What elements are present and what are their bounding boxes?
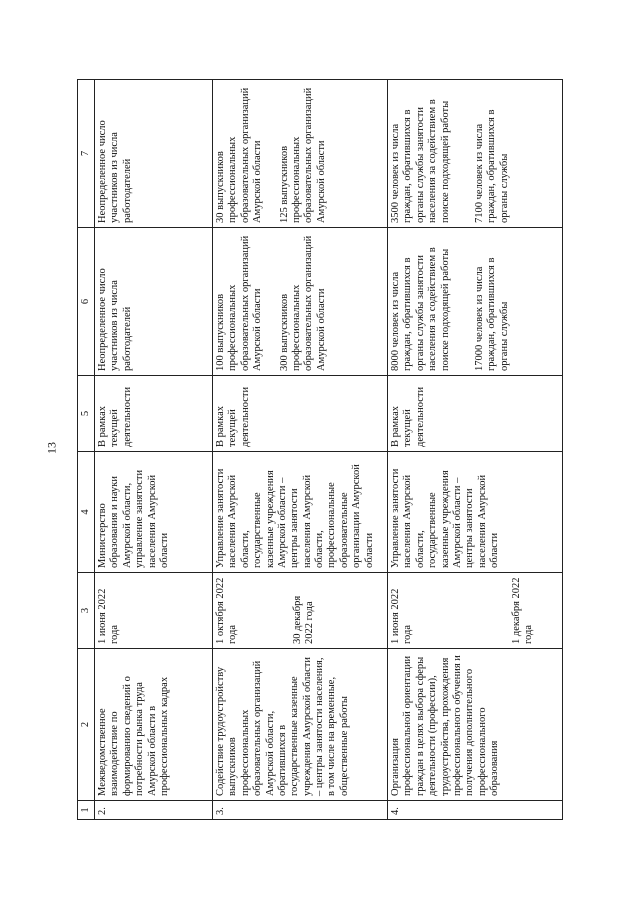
row-number: 4.: [388, 801, 563, 820]
indicator-b-value: 30 выпускников профессиональных образовательных организаций Амурской области: [215, 87, 264, 223]
term-end: 30 декабря 2022 года: [291, 595, 316, 644]
indicator-b-value-2: 125 выпускников профессиональных образовательных организаций Амурской области: [278, 87, 327, 223]
indicator-b-cell: [95, 80, 213, 228]
indicator-a-value: 100 выпускников профессиональных образовательных организаций Амурской области: [215, 235, 264, 371]
indicator-b-value-2: 7100 человек из числа граждан, обратившихся в органы службы: [473, 109, 510, 223]
term-cell: [213, 573, 388, 649]
funding-cell: В рамках текущей деятельности: [213, 376, 388, 452]
indicator-a-cell: [95, 228, 213, 376]
events-table: [77, 79, 563, 820]
term-cell: [95, 573, 213, 649]
header-row: [78, 80, 95, 820]
indicator-b-cell: [388, 80, 563, 228]
indicator-b-value: Неопределенное число участников из числа работодателей: [97, 120, 133, 223]
table-row: [95, 80, 213, 820]
event-description: Организация профессиональной ориентации граждан в целях выбора сферы деятельности (профессии), трудоустройства, прохождения профессионального обучения и получения дополнительного профессионального образования: [388, 649, 563, 801]
header-cell-4: 4: [78, 452, 95, 573]
header-cell-7: 7: [78, 80, 95, 228]
indicator-b-cell: [213, 80, 388, 228]
term-start: 1 июня 2022 года: [390, 588, 414, 644]
table-row: [388, 80, 563, 820]
header-cell-1: 1: [78, 801, 95, 820]
indicator-a-cell: [213, 228, 388, 376]
event-description: Содействие трудоустройству выпускников профессиональных образовательных организаций Амурской области, обратившихся в государственные казенные учреждения Амурской области – центры занятости населения, в том числе на временные, общественные работы: [213, 649, 388, 801]
header-cell-3: 3: [78, 573, 95, 649]
term-cell: [388, 573, 563, 649]
indicator-a-value: 8000 человек из числа граждан, обратившихся в органы службы занятости населения за содействием в поиске подходящей работы: [390, 247, 451, 371]
row-number: 2.: [95, 801, 213, 820]
executors-cell: Управление занятости населения Амурской области, государственные казенные учреждения Амурской области – центры занятости населения Амурской области: [388, 452, 563, 573]
term-start: 1 июня 2022 года: [97, 588, 121, 644]
executors-cell: Министерство образования и науки Амурской области, управление занятости населения Амурской области: [95, 452, 213, 573]
term-start: 1 октября 2022 года: [215, 577, 239, 644]
indicator-a-cell: [388, 228, 563, 376]
indicator-a-value-2: 17000 человек из числа граждан, обратившихся в органы службы: [473, 257, 510, 371]
term-end: 1 декабря 2022 года: [510, 577, 535, 644]
funding-cell: В рамках текущей деятельности: [388, 376, 563, 452]
rotated-table-container: [77, 80, 559, 820]
header-cell-5: 5: [78, 376, 95, 452]
header-cell-6: 6: [78, 228, 95, 376]
indicator-a-value-2: 300 выпускников профессиональных образовательных организаций Амурской области: [278, 235, 327, 371]
table-row: [213, 80, 388, 820]
page-number: 13: [44, 442, 59, 454]
indicator-a-value: Неопределенное число участников из числа работодателей: [97, 268, 133, 371]
event-description: Межведомственное взаимодействие по формированию сведений о потребности рынка труда Амурской области в профессиональных кадрах: [95, 649, 213, 801]
row-number: 3.: [213, 801, 388, 820]
indicator-b-value: 3500 человек из числа граждан, обратившихся в органы службы занятости населения за содействием в поиске подходящей работы: [390, 99, 451, 223]
header-cell-2: 2: [78, 649, 95, 801]
executors-cell: Управление занятости населения Амурской области, государственные казенные учреждения Амурской области – центры занятости населения Амурской области, профессиональные образовательные организации Амурской области: [213, 452, 388, 573]
funding-cell: В рамках текущей деятельности: [95, 376, 213, 452]
